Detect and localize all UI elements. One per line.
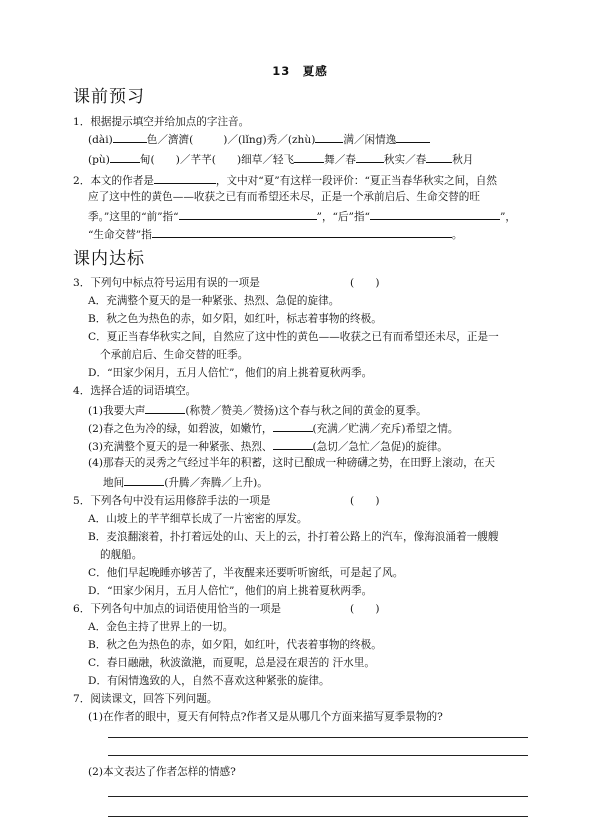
q4-sub4: (4)那春天的灵秀之气经过半年的积蓄，这时已酿成一种磅礴之势，在田野上滚动，在天 (88, 457, 495, 469)
q4-sub1 (88, 402, 427, 416)
q6-option-d: D．有闲情逸致的人，自然不喜欢这种紧张的旋律。 (88, 675, 330, 687)
q1-row2-e: 秋月 (452, 154, 474, 166)
q1-row1 (88, 131, 430, 145)
q2-text: ，文中对“夏”有这样一段评价：“夏正当春华秋实之间，自然 (215, 175, 497, 187)
q5-option-c: C．他们早起晚睡亦够苦了，半夜醒来还要听听窗纸，可是起了风。 (88, 567, 404, 579)
q3-option-a: A．充满整个夏天的是一种紧张、热烈、急促的旋律。 (88, 295, 340, 307)
q2-text: 。 (451, 229, 463, 241)
blank[interactable] (396, 131, 430, 143)
blank[interactable] (110, 151, 140, 163)
answer-line[interactable] (108, 737, 528, 738)
q5-stem: 5．下列各句中没有运用修辞手法的一项是 (73, 495, 271, 507)
q4-stem: 4．选择合适的词语填空。 (73, 385, 197, 397)
q1-row1-c: )／(lǐng)秀／(zhù) (223, 134, 316, 146)
q4-sub2 (88, 420, 459, 434)
q2-text: 2．本文的作者是 (73, 175, 154, 187)
q1-stem: 1．根据提示填空并给加点的字注音。 (73, 116, 250, 128)
blank[interactable] (152, 226, 452, 238)
answer-line[interactable] (108, 755, 528, 756)
q1-row1-a: (dài) (88, 134, 113, 146)
blank[interactable] (179, 208, 317, 220)
lesson-title: 13 夏感 (272, 64, 328, 78)
q6-stem: 6．下列各句中加点的词语使用恰当的一项是 (73, 603, 282, 615)
q2-line2: 应了这中性的黄色——收获之已有而希望还未尽，正是一个承前启后、生命交替的旺 (88, 191, 480, 203)
q5-option-a: A．山坡上的芊芊细草长成了一片密密的厚发。 (88, 513, 308, 525)
q4-sub3 (88, 438, 448, 452)
q1-row1-d: 满／闲情逸 (343, 134, 397, 146)
q1-row2-c: 舞／春 (324, 154, 356, 166)
q4-text: (急切／急忙／急促)的旋律。 (312, 441, 448, 453)
q2-line1 (73, 172, 497, 186)
q3-option-d: D．“田家少闲月，五月人倍忙”，他们的肩上挑着夏秋两季。 (88, 367, 373, 379)
q5-option-b: B．麦浪翻滚着，扑打着远处的山、天上的云，扑打着公路上的汽车，像海浪涌着一艘艘 (88, 531, 499, 543)
blank[interactable] (113, 131, 147, 143)
q2-line4 (88, 226, 462, 240)
q3-option-b: B．秋之色为热色的赤，如夕阳，如红叶，标志着事物的终极。 (88, 313, 382, 325)
section-heading-preview: 课前预习 (73, 87, 145, 107)
q2-text: “生命交替”指 (88, 229, 152, 241)
q4-sub4-cont (103, 474, 268, 488)
blank[interactable] (154, 172, 216, 184)
blank[interactable] (273, 420, 313, 432)
q1-row2-a: (pù) (88, 154, 110, 166)
q1-row2-d: 秋实／春 (383, 154, 427, 166)
q2-text: 季。”这里的“前”指“ (88, 211, 179, 223)
q3-stem: 3．下列句中标点符号运用有误的一项是 (73, 277, 260, 289)
q5-option-d: D．“田家少闲月，五月人倍忙”，他们的肩上挑着夏秋两季。 (88, 585, 373, 597)
q1-row1-b: 色／濟濟( (146, 134, 194, 146)
q1-row2 (88, 151, 473, 165)
q2-line3 (88, 208, 516, 222)
q1-row2-b: 甸( )／芊芊( )细草／轻飞 (139, 154, 295, 166)
q4-text: (1)我要大声 (88, 405, 146, 417)
q6-option-c: C．春日融融，秋波潋滟，而夏呢，总是浸在艰苦的 汗水里。 (88, 657, 375, 669)
blank[interactable] (124, 474, 164, 486)
q6-answer-paren[interactable]: ( ) (350, 603, 380, 615)
q4-text: (称赞／赞美／赞扬)这个春与秋之间的黄金的夏季。 (185, 405, 427, 417)
answer-line[interactable] (108, 796, 528, 797)
q4-text: (2)春之色为冷的绿，如碧波，如嫩竹， (88, 423, 273, 435)
q4-text: (充满／贮满／充斥)希望之情。 (312, 423, 459, 435)
blank[interactable] (145, 402, 185, 414)
blank[interactable] (294, 151, 324, 163)
q5-answer-paren[interactable]: ( ) (350, 495, 380, 507)
q5-option-b-cont: 的舰船。 (100, 549, 143, 561)
q2-text: ”， (499, 211, 516, 223)
q4-text: (3)充满整个夏天的是一种紧张、热烈、 (88, 441, 273, 453)
blank[interactable] (426, 151, 452, 163)
q6-option-a: A．金色主持了世界上的一切。 (88, 621, 234, 633)
answer-line[interactable] (108, 816, 528, 817)
blank[interactable] (315, 131, 343, 143)
blank[interactable] (356, 151, 384, 163)
q7-sub2: (2)本文表达了作者怎样的情感? (88, 766, 236, 778)
q7-sub1: (1)在作者的眼中，夏天有何特点?作者又是从哪几个方面来描写夏季景物的? (88, 711, 443, 723)
section-heading-in-class: 课内达标 (73, 249, 145, 269)
q4-text: 地间 (103, 477, 125, 489)
blank[interactable] (273, 438, 313, 450)
q3-answer-paren[interactable]: ( ) (350, 277, 380, 289)
q7-stem: 7．阅读课文，回答下列问题。 (73, 693, 218, 705)
q3-option-c-cont: 个承前启后、生命交替的旺季。 (100, 349, 249, 361)
q3-option-c: C．夏正当春华秋实之间，自然应了这中性的黄色——收获之已有而希望还未尽，正是一 (88, 331, 499, 343)
q6-option-b: B．秋之色为热色的赤，如夕阳，如红叶，代表着事物的终极。 (88, 639, 382, 651)
blank[interactable] (370, 208, 500, 220)
q4-text: (升腾／奔腾／上升)。 (164, 477, 268, 489)
q2-text: ”，“后”指“ (316, 211, 370, 223)
